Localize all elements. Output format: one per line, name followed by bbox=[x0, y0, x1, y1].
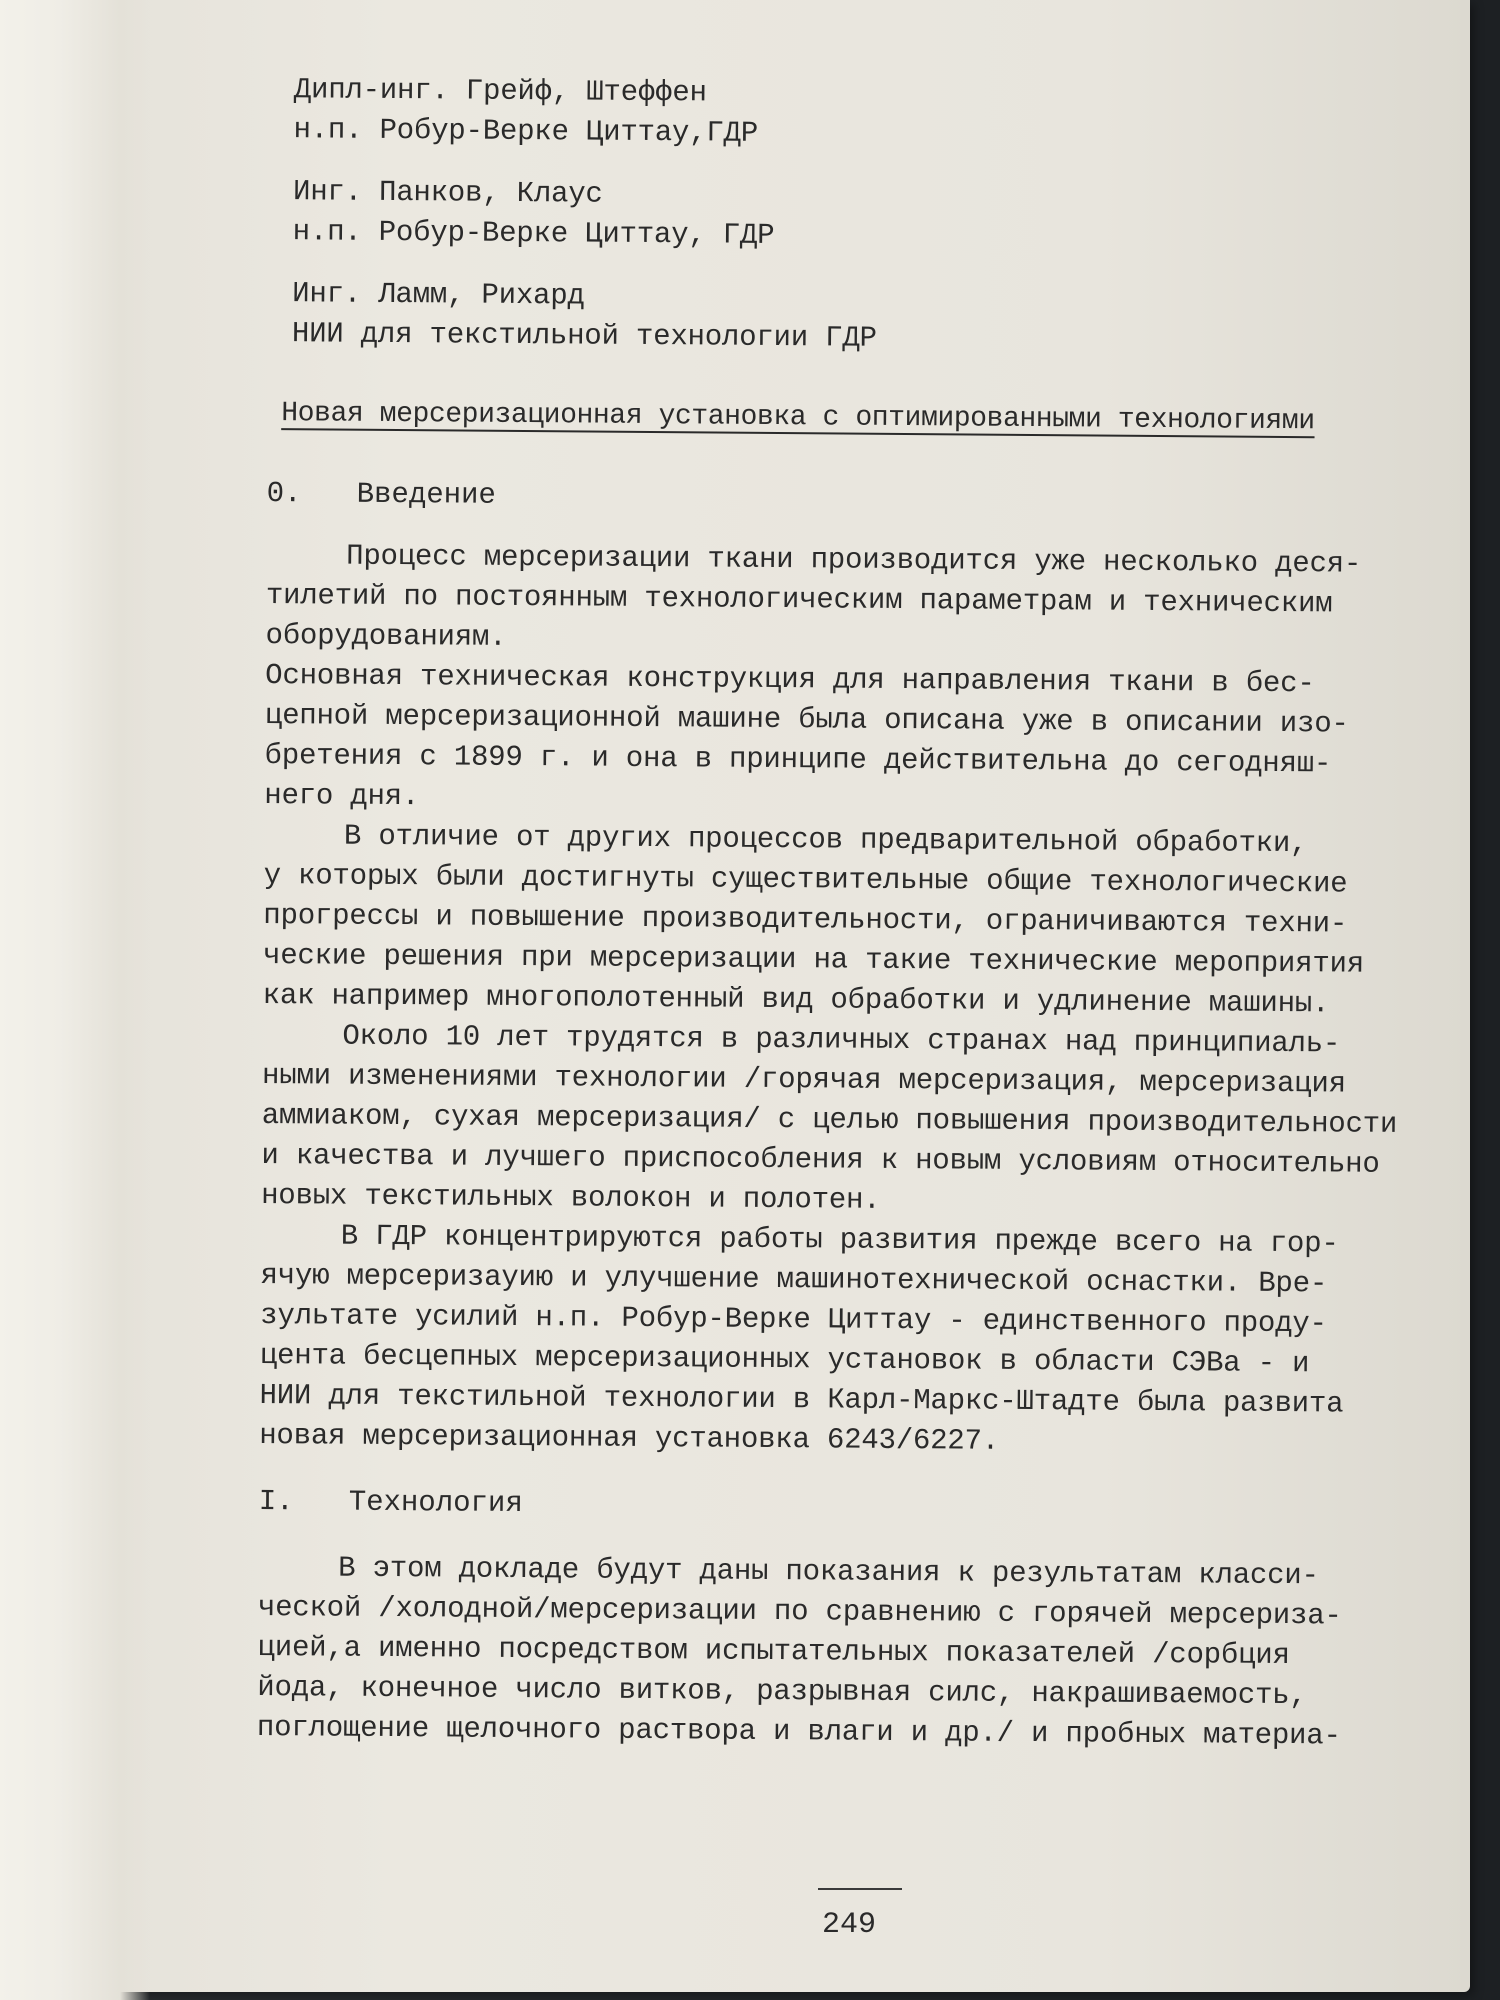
author-name: Инг. Ламм, Рихард bbox=[292, 277, 585, 313]
text-line: ческие решения при мерсеризации на такие технические мероприятия bbox=[262, 938, 1365, 981]
text-line: йода, конечное число витков, разрывная силс, накрашиваемость, bbox=[257, 1670, 1307, 1713]
text-line: аммиаком, сухая мерсеризация/ с целью повышения производительности bbox=[261, 1098, 1398, 1141]
text-line: прогрессы и повышение производительности, ограничиваются техни- bbox=[263, 898, 1348, 941]
text-line: цией,а именно посредством испытательных показателей /сорбция bbox=[257, 1630, 1290, 1673]
paper-title: Новая мерсеризационная установка с оптимированными технологиями bbox=[281, 398, 1315, 438]
section-title: Введение bbox=[356, 477, 497, 512]
author-affiliation: н.п. Робур-Верке Циттау,ГДР bbox=[293, 113, 759, 150]
text-line: ячую мерсеризауию и улучшение машинотехнической оснастки. Вре- bbox=[260, 1258, 1328, 1301]
text-line: В отличие от других процессов предварительной обработки, bbox=[343, 819, 1308, 861]
text-line: оборудованиям. bbox=[265, 618, 507, 654]
author-name: Инг. Панков, Клаус bbox=[292, 175, 603, 211]
author-block-2 bbox=[293, 172, 1430, 261]
section-title: Технология bbox=[348, 1485, 523, 1521]
author-block-1 bbox=[293, 70, 1430, 159]
text-line: тилетий по постоянным технологическим параметрам и техническим bbox=[265, 578, 1333, 621]
text-line: НИИ для текстильной технологии в Карл-Маркс-Штадте была развита bbox=[259, 1378, 1344, 1421]
text-line: бретения с 1899 г. и она в принципе действительна до сегодняш- bbox=[264, 738, 1332, 781]
text-line: поглощение щелочного раствора и влаги и др./ и пробных материа- bbox=[256, 1710, 1341, 1753]
text-line: цепной мерсеризационной машине была описана уже в описании изо- bbox=[264, 698, 1349, 741]
typewritten-text bbox=[257, 70, 1430, 1757]
page-number: 249 bbox=[822, 1908, 877, 1942]
section-number: I. bbox=[258, 1484, 294, 1519]
introduction-body bbox=[259, 536, 1426, 1465]
text-line: В этом докладе будут даны показания к результатам класси- bbox=[338, 1551, 1319, 1593]
text-line: новых текстильных волокон и полотен. bbox=[261, 1178, 881, 1217]
text-line: Около 10 лет трудятся в различных странах над принципиаль- bbox=[342, 1019, 1341, 1061]
author-block-3 bbox=[292, 274, 1429, 363]
text-line: Процесс мерсеризации ткани производится уже несколько деся- bbox=[346, 539, 1362, 581]
text-line: цента бесцепных мерсеризационных установок в области СЭВа - и bbox=[259, 1338, 1310, 1381]
text-line: зультате усилий н.п. Робур-Верке Циттау - единственного проду- bbox=[260, 1298, 1327, 1341]
text-line: и качества и лучшего приспособления к новым условиям относительно bbox=[261, 1138, 1380, 1181]
text-line: ческой /холодной/мерсеризации по сравнению с горячей мерсериза- bbox=[257, 1590, 1342, 1633]
page-binding-shadow bbox=[0, 0, 150, 2000]
author-affiliation: НИИ для текстильной технологии ГДР bbox=[291, 317, 877, 355]
text-line: как например многополотенный вид обработки и удлинение машины. bbox=[262, 978, 1330, 1021]
section-number: 0. bbox=[266, 476, 302, 511]
text-line: В ГДР концентрируются работы развития прежде всего на гор- bbox=[340, 1219, 1339, 1261]
text-line: ными изменениями технологии /горячая мерсеризация, мерсеризация bbox=[261, 1058, 1346, 1101]
author-affiliation: н.п. Робур-Верке Циттау, ГДР bbox=[292, 215, 775, 252]
author-name: Дипл-инг. Грейф, Штеффен bbox=[293, 73, 707, 110]
text-line: Основная техническая конструкция для направления ткани в бес- bbox=[265, 658, 1315, 701]
page-number-rule bbox=[818, 1888, 902, 1890]
text-line: него дня. bbox=[264, 778, 420, 814]
technology-body bbox=[257, 1548, 1419, 1757]
text-line: у которых были достигнуты существительные общие технологические bbox=[263, 858, 1348, 901]
text-line: новая мерсеризационная установка 6243/6227. bbox=[259, 1418, 1000, 1458]
